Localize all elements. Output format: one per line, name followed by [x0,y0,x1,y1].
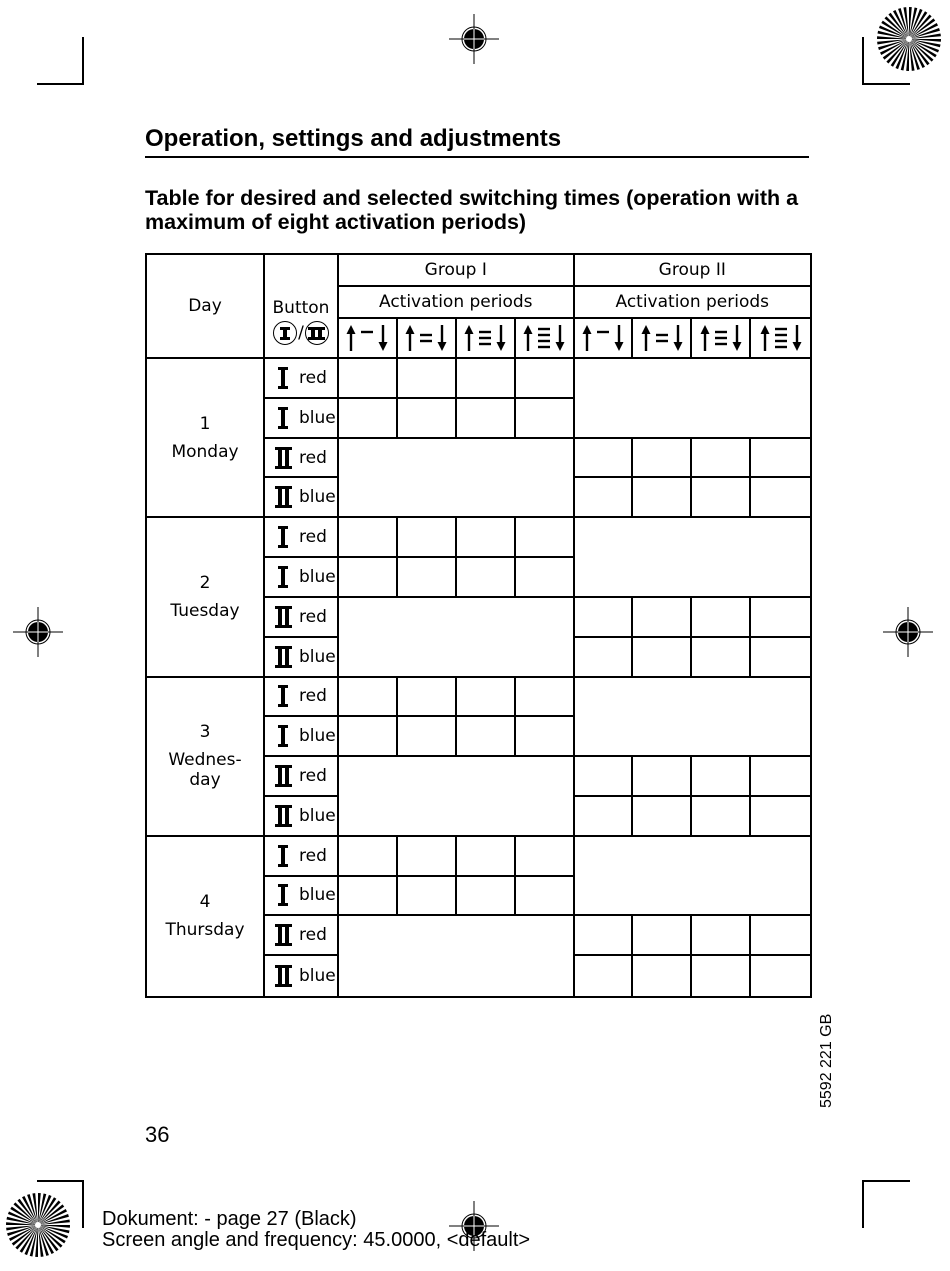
button-color-label: red [299,447,327,468]
time-entry-cell[interactable] [633,797,692,837]
starburst-mark-icon [5,1192,71,1258]
table-caption: Table for desired and selected switching times (operation with a maximum of eight activation periods) [145,186,799,234]
time-entry-cell[interactable] [751,439,810,479]
day-name: Wednes- [168,750,242,771]
time-entry-cell[interactable] [339,518,398,558]
time-entry-cell[interactable] [633,478,692,518]
button-row-label [265,916,339,956]
day-cell [147,518,265,677]
time-entry-cell[interactable] [457,399,516,439]
header-activation-periods-2 [575,287,811,319]
time-entry-cell[interactable] [575,956,634,996]
button-row-label [265,797,339,837]
button-row-label [265,837,339,877]
button-row-label [265,399,339,439]
day-number: 3 [199,722,211,743]
header-day [147,255,265,359]
time-entry-cell[interactable] [339,678,398,718]
time-entry-cell[interactable] [398,558,457,598]
button-row-label [265,877,339,917]
button-row-label [265,359,339,399]
time-entry-cell[interactable] [575,916,634,956]
button-row-label [265,956,339,996]
time-entry-cell[interactable] [633,757,692,797]
group-label: Group I [424,260,487,280]
time-entry-cell[interactable] [457,558,516,598]
period-1-icon [575,319,634,359]
time-entry-cell[interactable] [516,837,575,877]
button-color-label: red [299,845,327,866]
period-3-icon [457,319,516,359]
button-row-label [265,598,339,638]
button-one-icon [269,526,297,548]
button-two-icon [269,486,297,508]
activation-periods-label: Activation periods [615,292,770,312]
button-color-label: blue [299,566,336,587]
time-entry-cell[interactable] [339,558,398,598]
time-entry-cell[interactable] [398,678,457,718]
button-two-icon [269,805,297,827]
button-color-label: red [299,686,327,707]
time-entry-cell[interactable] [398,837,457,877]
time-entry-cell[interactable] [692,757,751,797]
time-entry-cell[interactable] [692,916,751,956]
crop-mark [862,1180,864,1228]
button-two-icon [269,924,297,946]
time-entry-cell[interactable] [751,638,810,678]
time-entry-cell[interactable] [692,638,751,678]
time-entry-cell[interactable] [516,518,575,558]
blank-group-1-cell [339,439,575,519]
time-entry-cell[interactable] [575,638,634,678]
time-entry-cell[interactable] [575,598,634,638]
time-entry-cell[interactable] [398,717,457,757]
blank-group-2-cell [575,837,811,917]
period-3-icon [692,319,751,359]
button-two-icon [269,646,297,668]
button-row-label [265,478,339,518]
header-activation-periods-1 [339,287,575,319]
button-one-icon [269,367,297,389]
header-button-label: Button [272,298,330,318]
day-number: 4 [199,892,211,913]
time-entry-cell[interactable] [398,877,457,917]
button-color-label: red [299,766,327,787]
blank-group-1-cell [339,757,575,837]
footer-line-screen: Screen angle and frequency: 45.0000, <default> [102,1229,531,1251]
time-entry-cell[interactable] [457,717,516,757]
header-button [265,255,339,359]
button-row-label [265,717,339,757]
day-number: 1 [199,413,211,434]
button-one-icon [269,407,297,429]
blank-group-1-cell [339,598,575,678]
button-color-label: blue [299,726,336,747]
period-2-icon [398,319,457,359]
time-entry-cell[interactable] [398,359,457,399]
period-2-icon [633,319,692,359]
time-entry-cell[interactable] [339,837,398,877]
period-1-icon [339,319,398,359]
button-color-label: red [299,367,327,388]
button-one-icon [269,685,297,707]
document-code: 5592 221 GB [818,1013,835,1108]
crop-mark [862,37,864,85]
button-two-icon [269,606,297,628]
period-4-icon [751,319,810,359]
activation-periods-label: Activation periods [378,292,533,312]
button-row-label [265,638,339,678]
blank-group-2-cell [575,518,811,598]
time-entry-cell[interactable] [633,638,692,678]
time-entry-cell[interactable] [692,598,751,638]
button-color-label: red [299,606,327,627]
button-color-label: blue [299,885,336,906]
blank-group-2-cell [575,678,811,758]
day-name: Tuesday [170,600,240,621]
button-color-label: blue [299,646,336,667]
time-entry-cell[interactable] [339,717,398,757]
time-entry-cell[interactable] [751,598,810,638]
time-entry-cell[interactable] [633,598,692,638]
time-entry-cell[interactable] [633,916,692,956]
day-number: 2 [199,572,211,593]
time-entry-cell[interactable] [692,797,751,837]
time-entry-cell[interactable] [633,956,692,996]
day-name: Thursday [165,920,245,941]
button-color-label: blue [299,407,336,428]
group-label: Group II [658,260,726,280]
day-name: day [189,770,221,791]
starburst-mark-icon [876,6,942,72]
header-day-label: Day [188,296,222,316]
button-color-label: red [299,925,327,946]
crop-mark [862,83,910,85]
time-entry-cell[interactable] [692,956,751,996]
button-row-label [265,558,339,598]
time-entry-cell[interactable] [751,757,810,797]
button-row-label [265,757,339,797]
button-color-label: red [299,527,327,548]
time-entry-cell[interactable] [339,359,398,399]
period-4-icon [516,319,575,359]
blank-group-1-cell [339,916,575,996]
time-entry-cell[interactable] [751,478,810,518]
time-entry-cell[interactable] [575,478,634,518]
time-entry-cell[interactable] [516,717,575,757]
day-cell [147,359,265,518]
registration-mark-icon [883,607,933,657]
time-entry-cell[interactable] [751,956,810,996]
button-color-label: blue [299,487,336,508]
crop-mark [37,83,84,85]
day-name: Monday [171,441,239,462]
button-two-icon [269,447,297,469]
button-one-icon [269,845,297,867]
header-group-2 [575,255,811,287]
crop-mark [82,1180,84,1228]
button-one-icon [269,725,297,747]
time-entry-cell[interactable] [516,877,575,917]
time-entry-cell[interactable] [457,518,516,558]
button-one-icon [269,884,297,906]
button-two-icon [269,965,297,987]
button-selector-icon [273,321,329,345]
page-title: Operation, settings and adjustments [145,125,809,158]
button-two-icon [269,765,297,787]
time-entry-cell[interactable] [751,797,810,837]
time-entry-cell[interactable] [398,518,457,558]
time-entry-cell[interactable] [633,439,692,479]
time-entry-cell[interactable] [516,359,575,399]
time-entry-cell[interactable] [398,399,457,439]
time-entry-cell[interactable] [516,399,575,439]
time-entry-cell[interactable] [457,678,516,718]
switching-times-table [145,253,812,998]
time-entry-cell[interactable] [457,837,516,877]
registration-mark-icon [13,607,63,657]
crop-mark [862,1180,910,1182]
button-row-label [265,439,339,479]
button-color-label: blue [299,805,336,826]
time-entry-cell[interactable] [339,399,398,439]
time-entry-cell[interactable] [516,558,575,598]
blank-group-2-cell [575,359,811,439]
time-entry-cell[interactable] [575,757,634,797]
page-number: 36 [145,1122,170,1147]
crop-mark [82,37,84,85]
time-entry-cell[interactable] [575,797,634,837]
day-cell [147,837,265,996]
crop-mark [37,1180,84,1182]
time-entry-cell[interactable] [751,916,810,956]
button-color-label: blue [299,966,336,987]
time-entry-cell[interactable] [457,359,516,399]
time-entry-cell[interactable] [692,439,751,479]
time-entry-cell[interactable] [339,877,398,917]
footer-line-document: Dokument: - page 27 (Black) [102,1208,357,1230]
day-cell [147,678,265,837]
time-entry-cell[interactable] [457,877,516,917]
time-entry-cell[interactable] [575,439,634,479]
button-selector-separator: / [298,323,304,343]
header-group-1 [339,255,575,287]
time-entry-cell[interactable] [516,678,575,718]
print-footer [102,1209,530,1251]
time-entry-cell[interactable] [692,478,751,518]
registration-mark-icon [449,14,499,64]
button-one-icon [269,566,297,588]
button-row-label [265,518,339,558]
button-row-label [265,678,339,718]
